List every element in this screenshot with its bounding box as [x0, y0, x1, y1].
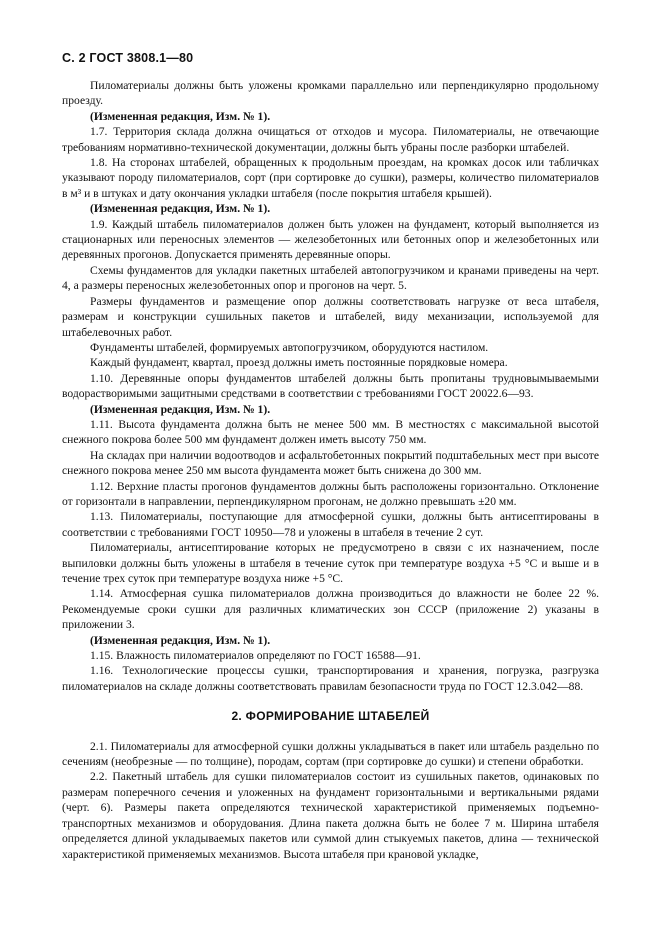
- paragraph: Пиломатериалы должны быть уложены кромками параллельно или перпендикулярно продольному проезду.: [62, 79, 599, 108]
- paragraph: Схемы фундаментов для укладки пакетных штабелей автопогрузчиком и кранами приведены на черт. 4, а размеры переносных железобетонных опор и прогонов на черт. 5.: [62, 263, 599, 293]
- paragraph: 1.12. Верхние пласты прогонов фундаментов должны быть расположены горизонтально. Отклонение от горизонтали в направлении, перпендикулярном прогонам, не должно превышать ±20 мм.: [62, 479, 599, 508]
- revision-note: (Измененная редакция, Изм. № 1).: [90, 202, 271, 216]
- paragraph: 1.7. Территория склада должна очищаться от отходов и мусора. Пиломатериалы, не отвечающие требованиям нормативно-технической документации, должны быть убраны после разборки штабелей.: [62, 125, 599, 154]
- paragraph: На складах при наличии водоотводов и асфальтобетонных покрытий подштабельных мест при высоте снежного покрова менее 250 мм высота фундамента может быть снижена до 300 мм.: [62, 448, 599, 478]
- paragraph: 1.11. Высота фундамента должна быть не менее 500 мм. В местностях с максимальной высотой снежного покрова более 500 мм фундамент должен иметь высоту 750 мм.: [62, 417, 599, 447]
- paragraph: Каждый фундамент, квартал, проезд должны иметь постоянные порядковые номера.: [90, 356, 508, 370]
- revision-note: (Измененная редакция, Изм. № 1).: [90, 109, 271, 123]
- section-heading: 2. ФОРМИРОВАНИЕ ШТАБЕЛЕЙ: [231, 709, 430, 724]
- paragraph: 2.2. Пакетный штабель для сушки пиломатериалов состоит из сушильных пакетов, одинаковых по размерам поперечного сечения и уложенных на фундамент горизонтальными и вертикальными рядами (черт. 6). Размеры пакета определяются технической характеристикой применяемых подъемно-транспортных механизмов и оборудования. Длина пакета должна быть не более 7 м. Ширина штабеля определяется длиной укладываемых пакетов или суммой длин стыкуемых пакетов, длина — технической характеристикой применяемых механизмов. Высота штабеля при крановой укладке,: [62, 770, 599, 861]
- paragraph: Фундаменты штабелей, формируемых автопогрузчиком, оборудуются настилом.: [90, 340, 489, 354]
- paragraph: 1.13. Пиломатериалы, поступающие для атмосферной сушки, должны быть антисептированы в соответствии с требованиями ГОСТ 10950—78 и уложены в штабеля в течение 2 сут.: [62, 510, 599, 539]
- revision-note: (Измененная редакция, Изм. № 1).: [90, 633, 271, 647]
- paragraph: 2.1. Пиломатериалы для атмосферной сушки должны укладываться в пакет или штабель раздельно по сечениям (необрезные — по толщине), породам, сортам (при сортировке до сушки) и степени обработки.: [62, 739, 599, 769]
- revision-note: (Измененная редакция, Изм. № 1).: [90, 402, 271, 416]
- paragraph: 1.9. Каждый штабель пиломатериалов должен быть уложен на фундамент, который выполняется из стационарных или переносных элементов — железобетонных или бетонных опор и железобетонных или деревянных прогонов. Допускается применять деревянные опоры.: [62, 217, 599, 262]
- paragraph: Размеры фундаментов и размещение опор должны соответствовать нагрузке от веса штабеля, размерам и конструкции сушильных пакетов и штабелей, виду механизации, используемой для штабелевочных работ.: [62, 294, 599, 339]
- paragraph: 1.8. На сторонах штабелей, обращенных к продольным проездам, на кромках досок или табличках указывают породу пиломатериалов, сорт (при сортировке до сушки), размеры, количество пиломатериалов в м³ и в штуках и дату окончания укладки штабеля (после покрытия штабеля крышей).: [62, 156, 599, 200]
- paragraph: 1.14. Атмосферная сушка пиломатериалов должна производиться до влажности не более 22 %. Рекомендуемые сроки сушки для различных климатических зон СССР (приложение 2) указаны в приложении 3.: [62, 587, 599, 632]
- paragraph: Пиломатериалы, антисептирование которых не предусмотрено в связи с их назначением, после выпиловки должны быть уложены в штабеля в течение суток при температуре воздуха +5 °С и выше и в течение трех суток при температуре воздуха ниже +5 °С.: [62, 541, 599, 585]
- paragraph: 1.15. Влажность пиломатериалов определяют по ГОСТ 16588—91.: [90, 649, 421, 663]
- page-header: С. 2 ГОСТ 3808.1—80: [62, 51, 194, 65]
- paragraph: 1.16. Технологические процессы сушки, транспортирования и хранения, погрузка, разгрузка пиломатериалов на складе должны соответствовать правилам безопасности труда по ГОСТ 12.3.042—88.: [62, 664, 599, 693]
- document-body: [62, 78, 599, 862]
- paragraph: 1.10. Деревянные опоры фундаментов штабелей должны быть пропитаны трудновымываемыми водорастворимыми защитными средствами в соответствии с требованиями ГОСТ 20022.6—93.: [62, 371, 599, 401]
